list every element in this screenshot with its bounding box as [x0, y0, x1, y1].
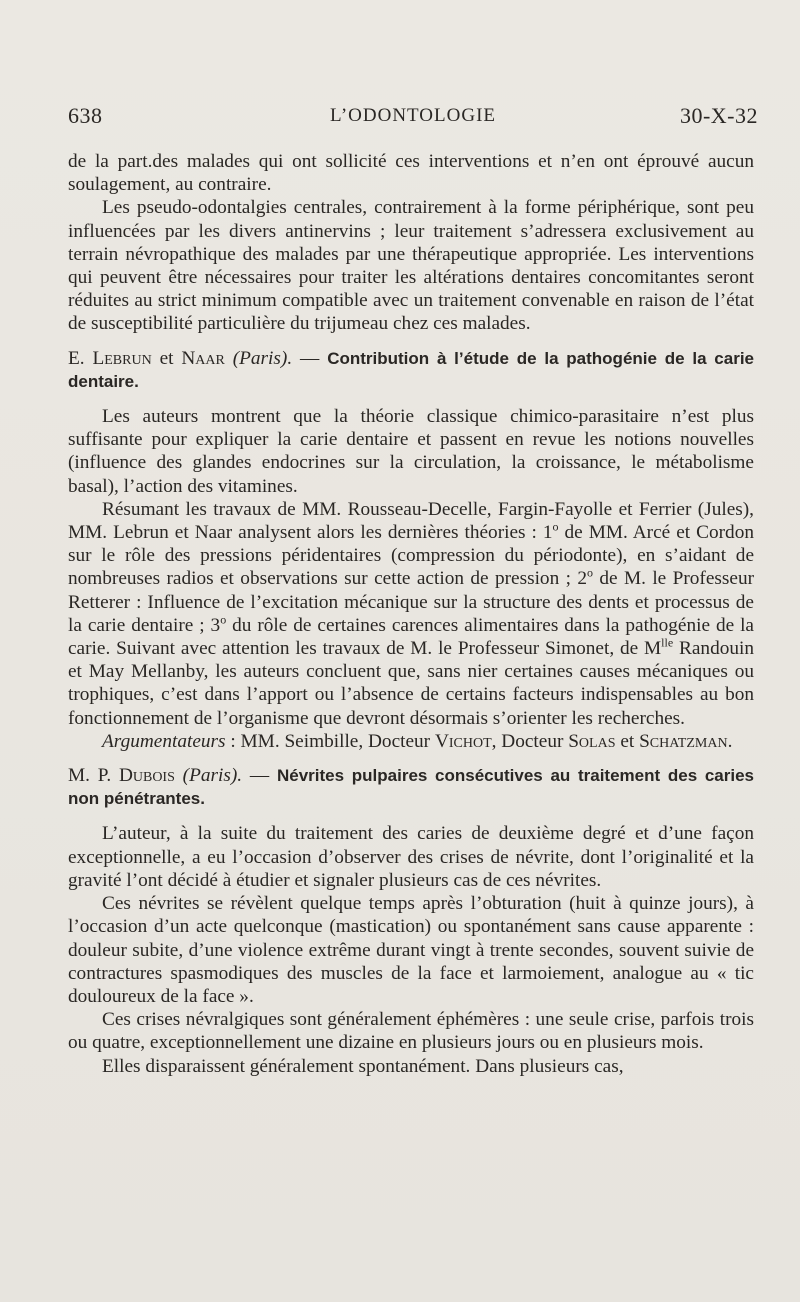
entry-heading-dubois: [68, 764, 754, 810]
text-run: de M. le Professeur Retterer : Influence de l’excitation mécanique sur la structure des dents et processus de la carie dentaire ; 3: [68, 568, 755, 636]
discussant-name: Solas: [568, 730, 616, 752]
em-dash: —: [292, 347, 328, 369]
running-title: L’ODONTOLOGIE: [329, 105, 497, 126]
text-run: : MM. Seimbille, Docteur: [225, 730, 435, 752]
page-number: 638: [68, 103, 103, 128]
text-run: du rôle de certaines carences alimentaires dans la pathogénie de la carie. Suivant avec attention les travaux de M. le Professeur Simonet, de M: [68, 614, 754, 660]
author-place: (Paris).: [224, 347, 293, 369]
author-place: (Paris).: [174, 765, 243, 787]
running-header: [68, 103, 758, 133]
paragraph: Ces crises névralgiques sont généralement éphémères : une seule crise, parfois trois ou quatre, exceptionnellement une dizaine en plusieurs jours ou en plusieurs mois.: [68, 1009, 754, 1054]
conjunction: et: [151, 347, 182, 369]
paragraph: Les pseudo-odontalgies centrales, contrairement à la forme périphérique, sont peu influencées par les divers antinervins ; leur traitement s’adressera exclusivement au terrain névropathique des malades par une thérapeutique appropriée. Les interventions qui peuvent être nécessaires pour traiter les altérations dentaires concomitantes seront réduites au strict minimum compatible avec un traitement convenable en raison de l’état de susceptibilité particulière du trijumeau chez ces malades.: [68, 197, 754, 335]
superscript: o: [220, 612, 227, 627]
text-run: de MM. Arcé et Cordon sur le rôle des pressions péridentaires (compression du périodonte), en s’aidant de nombreuses radios et observations sur cette action de pression ; 2: [68, 522, 754, 590]
discussant-name: Vichot: [434, 730, 492, 752]
text-run: .: [727, 730, 733, 752]
discussant-name: Schatzman: [639, 730, 728, 752]
discussants-line: [68, 730, 754, 753]
paragraph: L’auteur, à la suite du traitement des caries de deuxième degré et d’une façon exceptionnelle, a eu l’occasion d’observer des crises de névrite, dont l’originalité et la gravité l’ont décidé à étudier et signaler plusieurs cas de ces névrites.: [68, 823, 754, 891]
superscript: lle: [661, 635, 674, 650]
em-dash: —: [242, 765, 277, 787]
discussants-label: Argumentateurs: [102, 730, 226, 752]
author-prefix: M. P.: [68, 765, 119, 787]
paragraph: Elles disparaissent généralement spontanément. Dans plusieurs cas,: [102, 1055, 624, 1077]
page-body: [68, 150, 754, 1078]
text-run: Randouin et May Mellanby, les auteurs concluent que, sans nier certaines causes mécaniques ou trophiques, c’est dans l’apport ou l’absence de certains facteurs indispensables au bon fonctionnement de l’organisme que devront désormais s’orienter les recherches.: [68, 638, 754, 729]
paragraph: Les auteurs montrent que la théorie classique chimico-parasitaire n’est plus suffisante pour expliquer la carie dentaire et passent en revue les notions nouvelles (influence des glandes endocrines sur la circulation, la croissance, le métabolisme basal), l’action des vitamines.: [68, 406, 754, 497]
paragraph: Ces névrites se révèlent quelque temps après l’obturation (huit à quinze jours), à l’occasion d’un acte quelconque (mastication) ou spontanément sans cause apparente : douleur subite, d’une violence extrême durant vingt à trente secondes, souvent suivie de contractures spasmodiques des muscles de la face et larmoiement, analogue au « tic douloureux de la face ».: [68, 893, 754, 1007]
superscript: o: [552, 519, 559, 534]
author-name: Lebrun: [92, 347, 152, 369]
issue-date: 30-X-32: [679, 103, 758, 128]
paragraph: de la part.des malades qui ont sollicité ces interventions et n’en ont éprouvé aucun soulagement, au contraire.: [68, 151, 754, 196]
superscript: o: [587, 566, 593, 581]
text-run: Résumant les travaux de MM. Rousseau-Decelle, Fargin-Fayolle et Ferrier (Jules), MM. Lebrun et Naar analysent alors les dernières théories : 1: [68, 498, 754, 544]
author-prefix: E.: [68, 347, 93, 369]
text-run: , Docteur: [491, 730, 569, 752]
entry-title: Névrites pulpaires consécutives au traitement des caries non pénétrantes.: [68, 766, 754, 809]
paragraph: [68, 498, 754, 730]
entry-title: Contribution à l’étude de la pathogénie de la carie dentaire.: [68, 348, 755, 391]
author-name: Naar: [181, 347, 225, 369]
author-name: Dubois: [118, 765, 175, 787]
entry-heading-lebrun-naar: [68, 347, 754, 393]
text-run: et: [615, 730, 640, 752]
